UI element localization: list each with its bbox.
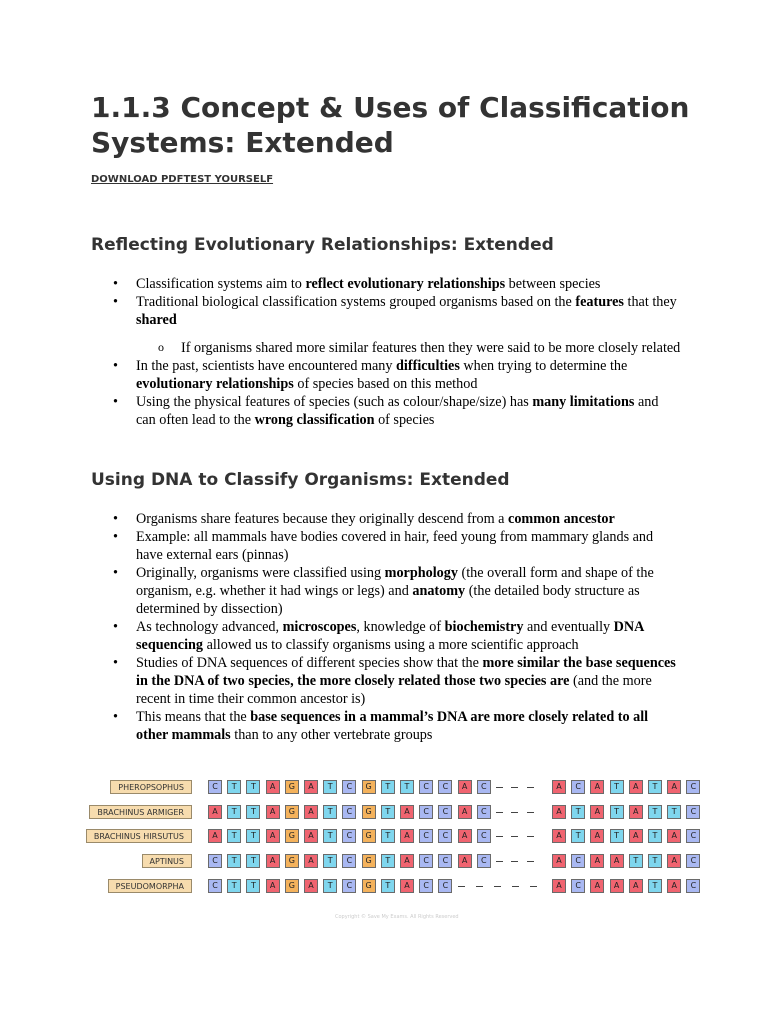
dna-base: T	[648, 829, 662, 843]
dna-base: T	[400, 780, 414, 794]
test-yourself-link[interactable]: TEST YOURSELF	[183, 174, 274, 185]
text-run: of species	[374, 412, 435, 428]
bold-text: microscopes	[282, 619, 357, 635]
dna-base: T	[246, 879, 260, 893]
section-heading-dna: Using DNA to Classify Organisms: Extended	[91, 470, 510, 490]
dna-base: C	[342, 780, 356, 794]
text-run: Originally, organisms were classified using	[136, 565, 385, 581]
text-run: than to any other vertebrate groups	[230, 727, 433, 743]
bold-text: DNA sequencing	[136, 619, 644, 653]
dna-base: G	[285, 879, 299, 893]
dna-base: A	[552, 805, 566, 819]
dna-base: A	[304, 805, 318, 819]
dna-base: C	[438, 879, 452, 893]
sequence-gap-dash	[496, 812, 503, 813]
dna-base: T	[571, 805, 585, 819]
sequence-gap-dash	[496, 787, 503, 788]
dna-base: T	[610, 780, 624, 794]
dna-base: C	[342, 805, 356, 819]
species-label: BRACHINUS HIRSUTUS	[86, 829, 192, 843]
text-run: Classification systems aim to	[136, 276, 306, 292]
text-run: (the detailed body structure as determined by dissection)	[136, 583, 640, 617]
dna-base: T	[227, 854, 241, 868]
sequence-gap-dash	[527, 787, 534, 788]
dna-base: T	[246, 829, 260, 843]
list-item	[91, 528, 681, 564]
sequence-gap-dash	[496, 836, 503, 837]
dna-base: T	[610, 805, 624, 819]
dna-base: C	[686, 805, 700, 819]
dna-base: T	[323, 780, 337, 794]
species-label: PHEROPSOPHUS	[110, 780, 192, 794]
dna-base: G	[362, 780, 376, 794]
dna-base: C	[686, 780, 700, 794]
dna-base: G	[362, 879, 376, 893]
dna-base: C	[419, 780, 433, 794]
dna-base: C	[342, 829, 356, 843]
dna-base: C	[477, 805, 491, 819]
text-run: Using the physical features of species (such as colour/shape/size) has	[136, 394, 533, 410]
dna-base: A	[590, 829, 604, 843]
dna-base: A	[629, 879, 643, 893]
dna-base: T	[648, 780, 662, 794]
dna-base: A	[629, 805, 643, 819]
dna-base: T	[571, 829, 585, 843]
dna-base: C	[342, 854, 356, 868]
dna-base: T	[227, 780, 241, 794]
dna-base: A	[667, 879, 681, 893]
dna-base: G	[285, 805, 299, 819]
dna-base: T	[648, 805, 662, 819]
dna-base: A	[552, 829, 566, 843]
sequence-gap-dash	[511, 787, 518, 788]
dna-base: G	[362, 805, 376, 819]
dna-base: C	[419, 805, 433, 819]
text-run: and can often lead to the	[136, 394, 659, 428]
dna-base: T	[648, 879, 662, 893]
sequence-gap-dash	[458, 886, 465, 887]
dna-base: A	[590, 805, 604, 819]
dna-base: T	[629, 854, 643, 868]
dna-base: A	[629, 780, 643, 794]
list-item	[91, 654, 681, 708]
dna-base: C	[686, 879, 700, 893]
text-run: Studies of DNA sequences of different species show that the	[136, 655, 483, 671]
text-run: that they	[623, 294, 677, 310]
dna-base: T	[246, 805, 260, 819]
dna-base: A	[552, 879, 566, 893]
sequence-gap-dash	[494, 886, 501, 887]
dna-base: A	[400, 829, 414, 843]
bold-text: anatomy	[412, 583, 466, 599]
dna-base: C	[571, 879, 585, 893]
dna-base: C	[686, 854, 700, 868]
dna-base: A	[266, 829, 280, 843]
text-run: Organisms share features because they originally descend from a	[136, 511, 509, 527]
bold-text: difficulties	[396, 358, 460, 374]
dna-base: A	[458, 805, 472, 819]
text-run: between species	[505, 276, 601, 292]
text-run: allowed us to classify organisms using a more scientific approach	[203, 637, 579, 653]
dna-base: C	[686, 829, 700, 843]
list-item	[91, 293, 681, 329]
dna-base: C	[477, 780, 491, 794]
dna-base: A	[400, 879, 414, 893]
dna-base: A	[266, 805, 280, 819]
dna-base: T	[323, 805, 337, 819]
list-item	[91, 708, 681, 744]
sequence-gap-dash	[511, 836, 518, 837]
dna-base: C	[342, 879, 356, 893]
text-run: If organisms shared more similar features then they were said to be more closely related	[181, 340, 681, 356]
sequence-gap-dash	[527, 812, 534, 813]
dna-list	[91, 510, 681, 744]
sequence-gap-dash	[527, 836, 534, 837]
text-run: As technology advanced,	[136, 619, 283, 635]
bold-text: features	[575, 294, 624, 310]
dna-base: T	[381, 780, 395, 794]
bold-text: common ancestor	[508, 511, 615, 527]
species-label: BRACHINUS ARMIGER	[89, 805, 192, 819]
dna-base: T	[246, 780, 260, 794]
bold-text: biochemistry	[444, 619, 524, 635]
dna-base: T	[323, 829, 337, 843]
text-run: when trying to determine the	[459, 358, 628, 374]
dna-base: A	[590, 879, 604, 893]
dna-base: C	[208, 780, 222, 794]
text-run: of species based on this method	[293, 376, 478, 392]
bold-text: wrong classification	[254, 412, 375, 428]
dna-base: G	[362, 829, 376, 843]
dna-base: G	[362, 854, 376, 868]
text-run: (and the more recent in time their common ancestor is)	[136, 673, 652, 707]
dna-base: G	[285, 829, 299, 843]
list-item	[91, 393, 681, 429]
sequence-gap-dash	[530, 886, 537, 887]
species-label: APTINUS	[142, 854, 192, 868]
dna-base: C	[477, 854, 491, 868]
dna-base: A	[304, 854, 318, 868]
dna-base: T	[227, 829, 241, 843]
dna-base: C	[438, 805, 452, 819]
dna-base: A	[266, 854, 280, 868]
dna-base: A	[400, 805, 414, 819]
list-item	[91, 510, 681, 528]
list-item	[91, 275, 681, 293]
dna-base: C	[419, 854, 433, 868]
dna-base: A	[208, 829, 222, 843]
text-run: Example: all mammals have bodies covered in hair, feed young from mammary glands and have external ears (pinnas)	[136, 529, 654, 563]
sequence-gap-dash	[476, 886, 483, 887]
dna-base: A	[304, 780, 318, 794]
dna-base: C	[438, 780, 452, 794]
dna-base: A	[458, 829, 472, 843]
dna-base: T	[381, 879, 395, 893]
text-run: Traditional biological classification systems grouped organisms based on the	[136, 294, 576, 310]
dna-base: G	[285, 854, 299, 868]
dna-base: A	[667, 854, 681, 868]
bold-text: reflect evolutionary relationships	[305, 276, 506, 292]
dna-base: T	[246, 854, 260, 868]
dna-base: G	[285, 780, 299, 794]
dna-base: T	[227, 805, 241, 819]
sequence-gap-dash	[512, 886, 519, 887]
section-heading-evolutionary: Reflecting Evolutionary Relationships: Extended	[91, 235, 554, 255]
list-item	[91, 357, 681, 393]
dna-base: T	[667, 805, 681, 819]
dna-base: A	[266, 879, 280, 893]
evolutionary-list	[91, 275, 681, 429]
dna-base: T	[648, 854, 662, 868]
text-run: In the past, scientists have encountered many	[136, 358, 397, 374]
species-label: PSEUDOMORPHA	[108, 879, 192, 893]
dna-base: T	[381, 805, 395, 819]
link-bar	[91, 174, 273, 185]
dna-base: C	[208, 879, 222, 893]
bold-text: morphology	[384, 565, 458, 581]
dna-base: T	[610, 829, 624, 843]
dna-base: A	[610, 854, 624, 868]
text-run: , knowledge of	[356, 619, 445, 635]
dna-base: C	[208, 854, 222, 868]
dna-base: T	[227, 879, 241, 893]
dna-base: C	[438, 854, 452, 868]
dna-base: A	[590, 780, 604, 794]
dna-base: A	[208, 805, 222, 819]
list-item	[91, 564, 681, 618]
dna-base: A	[304, 879, 318, 893]
dna-base: A	[266, 780, 280, 794]
dna-base: A	[458, 854, 472, 868]
dna-base: A	[552, 780, 566, 794]
dna-sequence-figure	[90, 770, 710, 920]
dna-base: A	[304, 829, 318, 843]
bold-text: more similar the base sequences in the DNA of two species, the more closely related those two species are	[136, 655, 676, 689]
dna-base: T	[323, 879, 337, 893]
sequence-gap-dash	[511, 812, 518, 813]
download-pdf-link[interactable]: DOWNLOAD PDF	[91, 174, 184, 185]
dna-base: A	[552, 854, 566, 868]
text-run: and eventually	[523, 619, 614, 635]
text-run: This means that the	[136, 709, 251, 725]
dna-base: C	[477, 829, 491, 843]
dna-base: T	[323, 854, 337, 868]
dna-base: T	[381, 829, 395, 843]
sub-list-item	[91, 339, 681, 357]
sequence-gap-dash	[527, 861, 534, 862]
dna-base: A	[667, 780, 681, 794]
figure-copyright: Copyright © Save My Exams. All Rights Reserved	[335, 914, 459, 920]
page-title: 1.1.3 Concept & Uses of Classification Systems: Extended	[91, 91, 690, 159]
text-run: (the overall form and shape of the organism, e.g. whether it had wings or legs) and	[136, 565, 654, 599]
sequence-gap-dash	[496, 861, 503, 862]
bold-text: shared	[136, 312, 177, 328]
list-item	[91, 618, 681, 654]
dna-base: C	[419, 879, 433, 893]
sequence-gap-dash	[511, 861, 518, 862]
dna-base: C	[419, 829, 433, 843]
bold-text: base sequences in a mammal’s DNA are more closely related to all other mammals	[136, 709, 649, 743]
dna-base: A	[590, 854, 604, 868]
dna-base: A	[610, 879, 624, 893]
dna-base: C	[571, 854, 585, 868]
dna-base: C	[438, 829, 452, 843]
dna-base: A	[400, 854, 414, 868]
dna-base: T	[381, 854, 395, 868]
dna-base: C	[571, 780, 585, 794]
dna-base: A	[629, 829, 643, 843]
dna-base: A	[667, 829, 681, 843]
bold-text: evolutionary relationships	[136, 376, 294, 392]
bold-text: many limitations	[532, 394, 635, 410]
dna-base: A	[458, 780, 472, 794]
